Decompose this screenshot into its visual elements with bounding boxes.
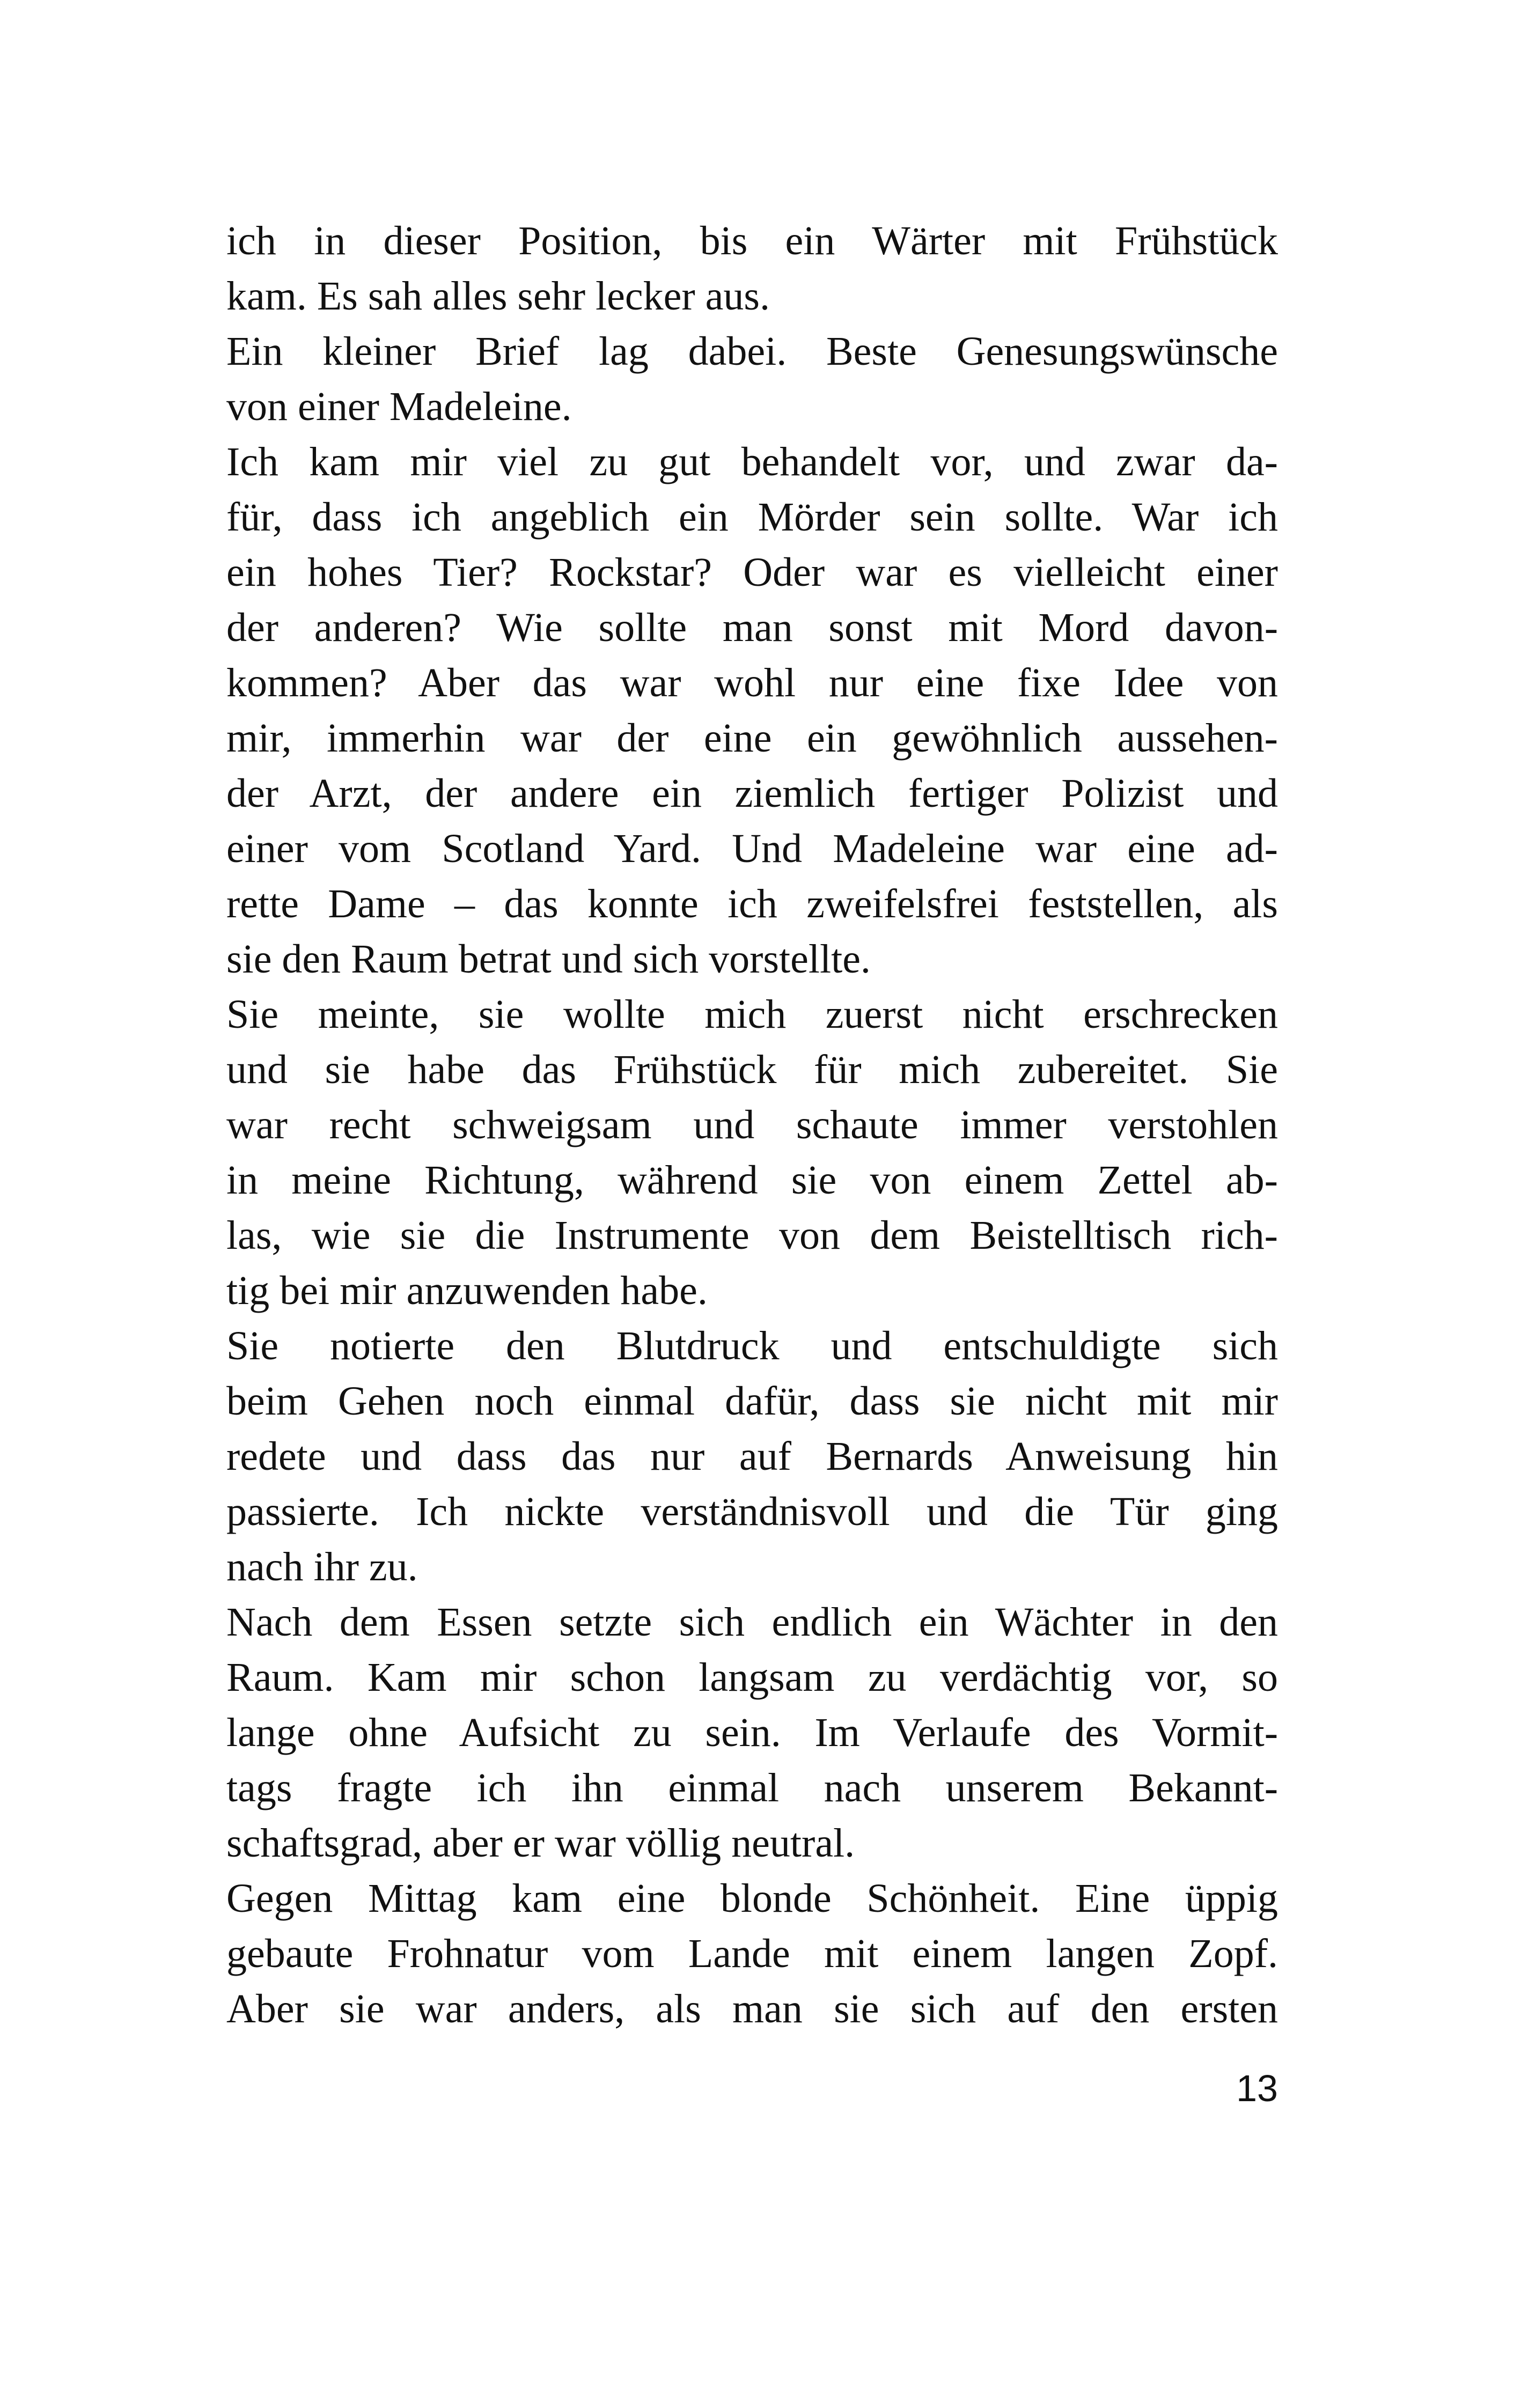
text-line: war recht schweigsam und schaute immer verstohlen	[226, 1102, 1278, 1147]
text-line: Raum. Kam mir schon langsam zu verdächtig vor, so	[226, 1655, 1278, 1700]
text-line: tags fragte ich ihn einmal nach unserem Bekannt-	[226, 1765, 1278, 1810]
text-line: Sie notierte den Blutdruck und entschuldigte sich	[226, 1323, 1278, 1368]
text-line: redete und dass das nur auf Bernards Anweisung hin	[226, 1434, 1278, 1479]
text-line: mir, immerhin war der eine ein gewöhnlich aussehen-	[226, 716, 1278, 761]
text-line: sie den Raum betrat und sich vorstellte.	[226, 937, 871, 982]
text-line: einer vom Scotland Yard. Und Madeleine war eine ad-	[226, 826, 1278, 871]
text-line: lange ohne Aufsicht zu sein. Im Verlaufe des Vormit-	[226, 1710, 1278, 1755]
text-line: Nach dem Essen setzte sich endlich ein Wächter in den	[226, 1600, 1278, 1645]
text-line: las, wie sie die Instrumente von dem Beistelltisch rich-	[226, 1213, 1278, 1258]
text-line: Ich kam mir viel zu gut behandelt vor, und zwar da-	[226, 439, 1278, 484]
text-line: von einer Madeleine.	[226, 384, 572, 429]
text-line: gebaute Frohnatur vom Lande mit einem langen Zopf.	[226, 1931, 1278, 1976]
text-line: rette Dame – das konnte ich zweifelsfrei feststellen, als	[226, 881, 1278, 926]
text-line: kommen? Aber das war wohl nur eine fixe Idee von	[226, 660, 1278, 705]
text-line: Sie meinte, sie wollte mich zuerst nicht erschrecken	[226, 992, 1278, 1037]
text-line: Gegen Mittag kam eine blonde Schönheit. Eine üppig	[226, 1876, 1278, 1921]
text-line: Ein kleiner Brief lag dabei. Beste Genesungswünsche	[226, 329, 1278, 374]
text-line: kam. Es sah alles sehr lecker aus.	[226, 274, 770, 319]
text-line: passierte. Ich nickte verständnisvoll und die Tür ging	[226, 1489, 1278, 1534]
text-line: in meine Richtung, während sie von einem Zettel ab-	[226, 1158, 1278, 1203]
text-line: und sie habe das Frühstück für mich zubereitet. Sie	[226, 1047, 1278, 1092]
text-line: Aber sie war anders, als man sie sich auf den ersten	[226, 1986, 1278, 2031]
text-line: ein hohes Tier? Rockstar? Oder war es vielleicht einer	[226, 550, 1278, 595]
text-line: für, dass ich angeblich ein Mörder sein sollte. War ich	[226, 495, 1278, 540]
text-line: schaftsgrad, aber er war völlig neutral.	[226, 1821, 855, 1866]
body-text	[226, 213, 1278, 2037]
text-line: der Arzt, der andere ein ziemlich fertiger Polizist und	[226, 771, 1278, 816]
page-number: 13	[1236, 2067, 1278, 2109]
text-line: beim Gehen noch einmal dafür, dass sie nicht mit mir	[226, 1379, 1278, 1424]
text-line: tig bei mir anzuwenden habe.	[226, 1268, 708, 1313]
text-line: der anderen? Wie sollte man sonst mit Mord davon-	[226, 605, 1278, 650]
text-line: nach ihr zu.	[226, 1544, 418, 1589]
text-line: ich in dieser Position, bis ein Wärter mit Frühstück	[226, 218, 1278, 263]
